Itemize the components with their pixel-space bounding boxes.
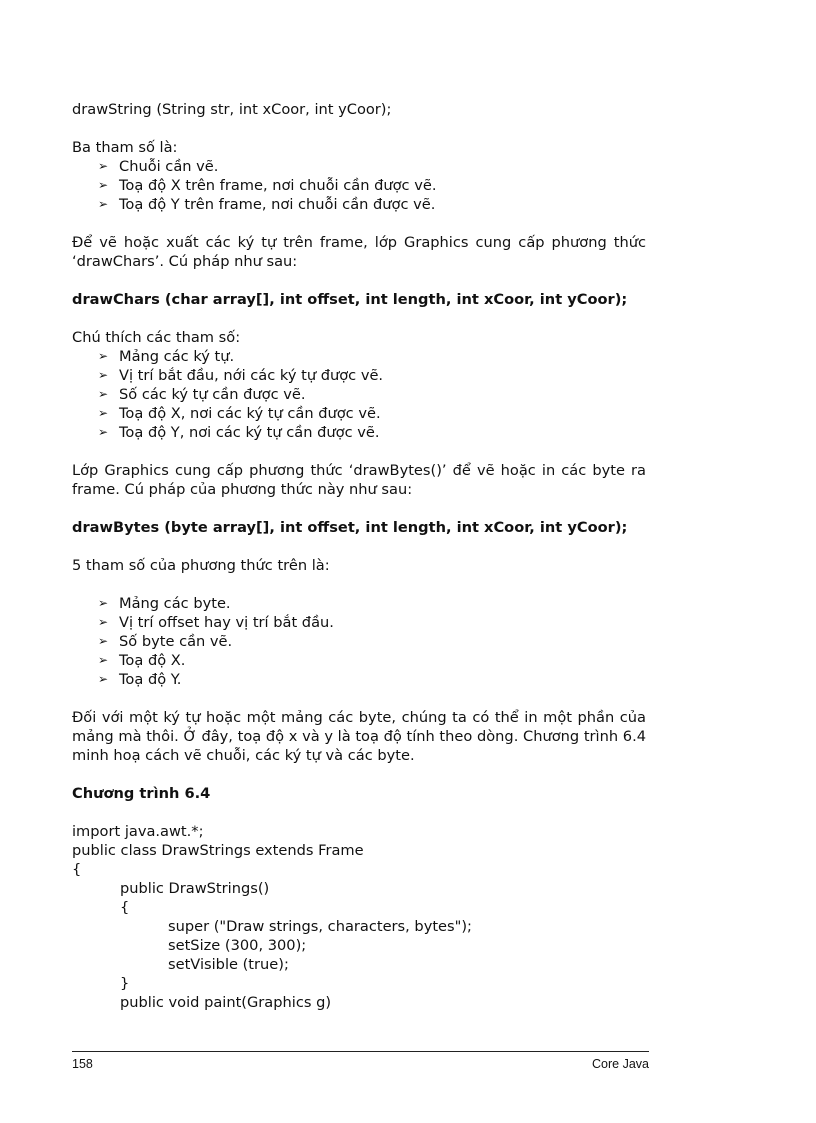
arrow-bullet-icon: ➢: [98, 178, 109, 192]
list-item: ➢ Số các ký tự cần được vẽ.: [98, 386, 306, 403]
code-line: import java.awt.*;: [72, 823, 204, 840]
arrow-bullet-icon: ➢: [98, 672, 109, 686]
list-item: ➢ Toạ độ X trên frame, nơi chuỗi cần được vẽ.: [98, 177, 437, 194]
list-item: ➢ Mảng các ký tự.: [98, 348, 235, 365]
arrow-bullet-icon: ➢: [98, 197, 109, 211]
list-item: ➢ Toạ độ Y.: [98, 671, 182, 688]
list-item: ➢ Toạ độ Y, nơi các ký tự cần được vẽ.: [98, 424, 380, 441]
code-line: {: [72, 861, 82, 878]
arrow-bullet-icon: ➢: [98, 159, 109, 173]
arrow-bullet-icon: ➢: [98, 425, 109, 439]
arrow-bullet-icon: ➢: [98, 653, 109, 667]
params-list: [72, 157, 646, 214]
drawbytes-intro: Lớp Graphics cung cấp phương thức ‘drawBytes()’ để vẽ hoặc in các byte ra frame. Cú pháp của phương thức này như sau:: [72, 462, 646, 498]
list-item: ➢ Toạ độ X.: [98, 652, 186, 669]
arrow-bullet-icon: ➢: [98, 406, 109, 420]
list-item: ➢ Mảng các byte.: [98, 595, 231, 612]
list-item: ➢ Số byte cần vẽ.: [98, 633, 233, 650]
drawstring-signature: drawString (String str, int xCoor, int yCoor);: [72, 101, 392, 118]
list-item: ➢ Vị trí bắt đầu, nới các ký tự được vẽ.: [98, 367, 384, 384]
arrow-bullet-icon: ➢: [98, 596, 109, 610]
code-line: public DrawStrings(): [120, 880, 270, 897]
explanation-paragraph: Đối với một ký tự hoặc một mảng các byte, chúng ta có thể in một phần của mảng mà thôi. Ở đây, toạ độ x và y là toạ độ tính theo dòng. Chương trình 6.4 minh hoạ cách vẽ chuỗi, các ký tự và các byte.: [72, 709, 646, 764]
bytes-params-list: [72, 594, 646, 689]
arrow-bullet-icon: ➢: [98, 387, 109, 401]
code-line: }: [120, 975, 130, 992]
arrow-bullet-icon: ➢: [98, 368, 109, 382]
code-line: public void paint(Graphics g): [120, 994, 332, 1011]
list-item: ➢ Chuỗi cần vẽ.: [98, 158, 219, 175]
params-intro: Ba tham số là:: [72, 139, 178, 156]
drawbytes-signature: drawBytes (byte array[], int offset, int length, int xCoor, int yCoor);: [72, 519, 628, 536]
code-line: {: [120, 899, 130, 916]
drawchars-signature: drawChars (char array[], int offset, int length, int xCoor, int yCoor);: [72, 291, 628, 308]
arrow-bullet-icon: ➢: [98, 615, 109, 629]
code-line: setVisible (true);: [168, 956, 289, 973]
code-listing: [72, 822, 646, 1012]
footer-divider: [72, 1051, 649, 1052]
arrow-bullet-icon: ➢: [98, 349, 109, 363]
chars-params-list: [72, 347, 646, 442]
list-item: ➢ Vị trí offset hay vị trí bắt đầu.: [98, 614, 334, 631]
book-title: Core Java: [592, 1057, 649, 1071]
page-number: 158: [72, 1057, 93, 1071]
page-content: [72, 100, 646, 1012]
list-item: ➢ Toạ độ X, nơi các ký tự cần được vẽ.: [98, 405, 381, 422]
list-item: ➢ Toạ độ Y trên frame, nơi chuỗi cần được vẽ.: [98, 196, 436, 213]
code-line: public class DrawStrings extends Frame: [72, 842, 364, 859]
arrow-bullet-icon: ➢: [98, 634, 109, 648]
chars-params-intro: Chú thích các tham số:: [72, 329, 241, 346]
code-line: setSize (300, 300);: [168, 937, 307, 954]
drawchars-intro: Để vẽ hoặc xuất các ký tự trên frame, lớp Graphics cung cấp phương thức ‘drawChars’. Cú pháp như sau:: [72, 234, 646, 270]
bytes-params-intro: 5 tham số của phương thức trên là:: [72, 557, 330, 574]
program-heading: Chương trình 6.4: [72, 785, 211, 802]
code-line: super ("Draw strings, characters, bytes");: [168, 918, 472, 935]
